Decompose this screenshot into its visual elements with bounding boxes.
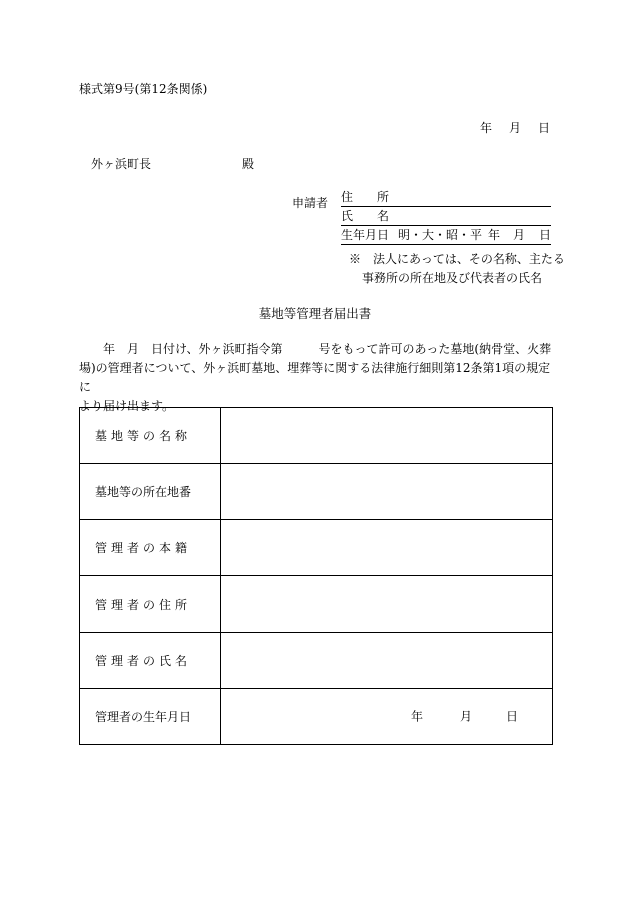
applicant-address-line[interactable] xyxy=(341,189,551,207)
date-month: 月 xyxy=(508,121,521,135)
applicant-label: 申請者 xyxy=(292,196,329,210)
row-label-manager-name: 管理者の氏名 xyxy=(80,632,221,688)
row-label-cemetery-name: 墓地等の名称 xyxy=(80,408,221,464)
registration-table xyxy=(79,407,553,745)
table-row xyxy=(80,520,553,576)
applicant-note-line1: ※ 法人にあっては、その名称、主たる xyxy=(349,252,565,266)
body-line: 場)の管理者について、外ヶ浜町墓地、埋葬等に関する法律施行細則第12条第1項の規定に xyxy=(79,361,551,394)
addressee-honorific: 殿 xyxy=(242,157,255,171)
form-number: 様式第9号(第12条関係) xyxy=(79,82,208,96)
row-label-cemetery-location: 墓地等の所在地番 xyxy=(80,464,221,520)
cemetery-name-field[interactable] xyxy=(221,408,553,464)
date-year: 年 xyxy=(480,121,493,135)
row-label-manager-domicile: 管理者の本籍 xyxy=(80,520,221,576)
body-line: より届け出ます。 xyxy=(79,399,175,413)
date-day: 日 xyxy=(537,121,550,135)
document-title: 墓地等管理者届出書 xyxy=(258,306,372,321)
submission-date xyxy=(480,119,550,136)
addressee-name: 外ヶ浜町長 xyxy=(91,157,152,171)
table-row xyxy=(80,632,553,688)
manager-dob-year: 年 xyxy=(411,709,424,724)
applicant-address-label: 住 所 xyxy=(341,190,390,204)
manager-domicile-field[interactable] xyxy=(221,520,553,576)
applicant-note-line2: 事務所の所在地及び代表者の氏名 xyxy=(362,271,543,285)
manager-dob-month: 月 xyxy=(460,709,473,724)
row-label-manager-address: 管理者の住所 xyxy=(80,576,221,632)
applicant-dob-line[interactable] xyxy=(341,227,551,245)
applicant-dob-day: 日 xyxy=(539,228,552,242)
manager-dob-day: 日 xyxy=(506,709,519,724)
row-label-manager-dob: 管理者の生年月日 xyxy=(80,688,221,744)
manager-address-field[interactable] xyxy=(221,576,553,632)
table-row xyxy=(80,688,553,744)
applicant-name-label: 氏 名 xyxy=(341,209,390,223)
table-row xyxy=(80,464,553,520)
manager-name-field[interactable] xyxy=(221,632,553,688)
applicant-dob-month: 月 xyxy=(513,228,526,242)
applicant-dob-eras: 明・大・昭・平 xyxy=(398,228,483,242)
applicant-dob-year: 年 xyxy=(488,228,501,242)
applicant-name-line[interactable] xyxy=(341,208,551,226)
document-body xyxy=(79,340,553,416)
cemetery-location-field[interactable] xyxy=(221,464,553,520)
manager-dob-field[interactable] xyxy=(221,688,553,744)
table-row xyxy=(80,408,553,464)
body-line: 年 月 日付け、外ヶ浜町指令第 号をもって許可のあった墓地(納骨堂、火葬 xyxy=(79,342,552,356)
table-row xyxy=(80,576,553,632)
applicant-dob-label: 生年月日 xyxy=(341,228,390,242)
